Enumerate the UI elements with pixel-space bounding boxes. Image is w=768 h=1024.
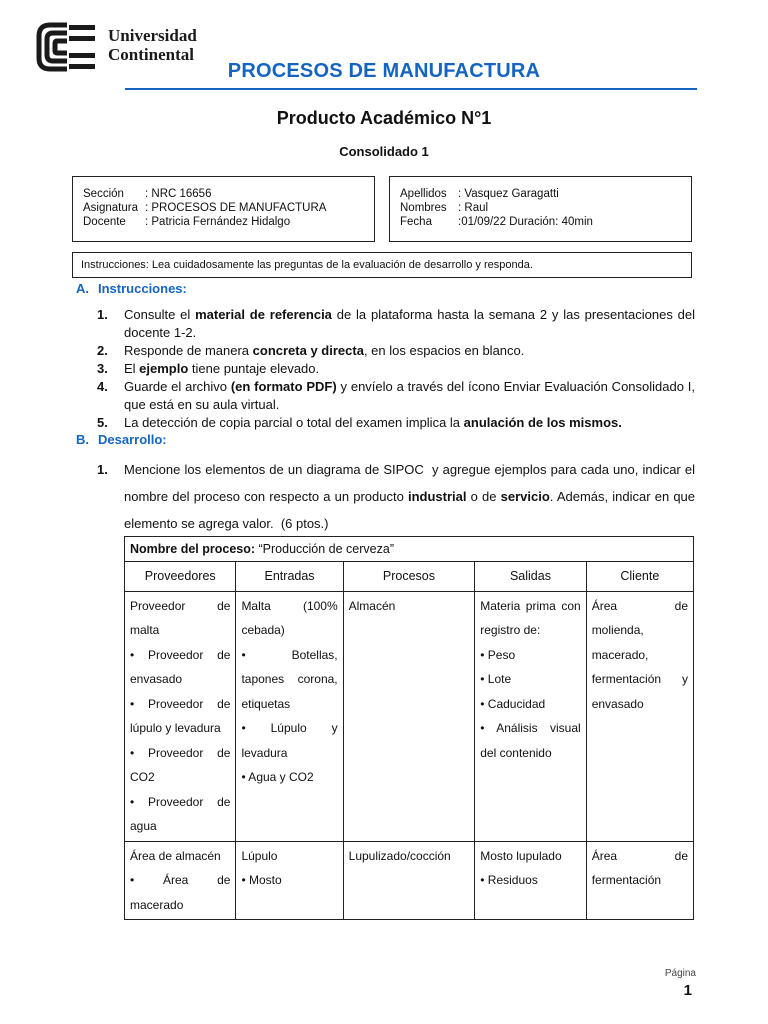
student-info-box: [389, 176, 692, 242]
column-header: Cliente: [586, 562, 693, 592]
page-number: 1: [683, 982, 692, 999]
course-title: PROCESOS DE MANUFACTURA: [227, 60, 541, 82]
list-item: 5. La detección de copia parcial o total del examen implica la anulación de los mismos.: [97, 415, 622, 430]
column-header: Salidas: [475, 562, 586, 592]
list-item: 3. El ejemplo tiene puntaje elevado.: [97, 361, 320, 376]
info-row-name: Nombres : Raul: [400, 202, 489, 214]
info-row-teacher: Docente : Patricia Fernández Hidalgo: [83, 216, 291, 228]
list-item: 2. Responde de manera concreta y directa, en los espacios en blanco.: [97, 343, 525, 358]
table-cell: Área de almacén • Área de macerado: [125, 841, 236, 920]
list-item: 1. Consulte el material de referencia de la plataforma hasta la semana 2 y las presentaciones del docente 1-2.: [97, 307, 696, 340]
table-cell: Área de fermentación: [586, 841, 693, 920]
logo-line-2: Continental: [108, 45, 194, 64]
instructions-list: [97, 306, 695, 432]
table-cell: Área de molienda, macerado, fermentación y envasado: [586, 591, 693, 841]
section-a-heading: A. Instrucciones:: [76, 281, 187, 296]
process-name-row: [125, 537, 694, 562]
info-row-date: Fecha :01/09/22 Duración: 40min: [400, 216, 593, 228]
table-cell: Lupulizado/cocción: [343, 841, 475, 920]
table-row: [125, 841, 694, 920]
logo-line-1: Universidad: [108, 26, 197, 45]
table-header-row: [125, 562, 694, 592]
university-name: [108, 26, 197, 64]
table-cell: Almacén: [343, 591, 475, 841]
table-cell: Materia prima con registro de: • Peso • Lote • Caducidad • Análisis visual del contenido: [475, 591, 586, 841]
info-row-section: Sección : NRC 16656: [83, 188, 212, 200]
table-cell: Lúpulo • Mosto: [236, 841, 343, 920]
sipoc-table: [124, 536, 694, 920]
column-header: Proveedores: [125, 562, 236, 592]
course-info-box: [72, 176, 375, 242]
document-subtitle: Consolidado 1: [339, 144, 429, 159]
column-header: Procesos: [343, 562, 475, 592]
page-label: Página: [664, 968, 696, 979]
process-name-cell: Nombre del proceso: “Producción de cerveza”: [125, 537, 694, 562]
instructions-box: Instrucciones: Lea cuidadosamente las preguntas de la evaluación de desarrollo y responda.: [72, 252, 692, 278]
table-cell: Proveedor de malta • Proveedor de envasado • Proveedor de lúpulo y levadura • Proveedor de CO2 • Proveedor de agua: [125, 591, 236, 841]
table-cell: Malta (100% cebada) • Botellas, tapones corona, etiquetas • Lúpulo y levadura • Agua y CO2: [236, 591, 343, 841]
section-b-heading: B. Desarrollo:: [76, 432, 167, 447]
info-row-surname: Apellidos : Vasquez Garagatti: [400, 188, 559, 200]
table-cell: Mosto lupulado • Residuos: [475, 841, 586, 920]
table-row: [125, 591, 694, 841]
title-divider: [125, 88, 697, 90]
column-header: Entradas: [236, 562, 343, 592]
info-row-subject: Asignatura : PROCESOS DE MANUFACTURA: [83, 202, 327, 214]
question-1: 1. Mencione los elementos de un diagrama de SIPOC y agregue ejemplos para cada uno, indicar el nombre del proceso con respecto a un producto industrial o de servicio. Además, indicar en que elemento se agrega valor. (6 ptos.): [97, 462, 696, 531]
document-title: Producto Académico N°1: [276, 108, 492, 128]
list-item: 4. Guarde el archivo (en formato PDF) y envíelo a través del ícono Enviar Evaluación Consolidado I, que está en su aula virtual.: [97, 379, 695, 412]
